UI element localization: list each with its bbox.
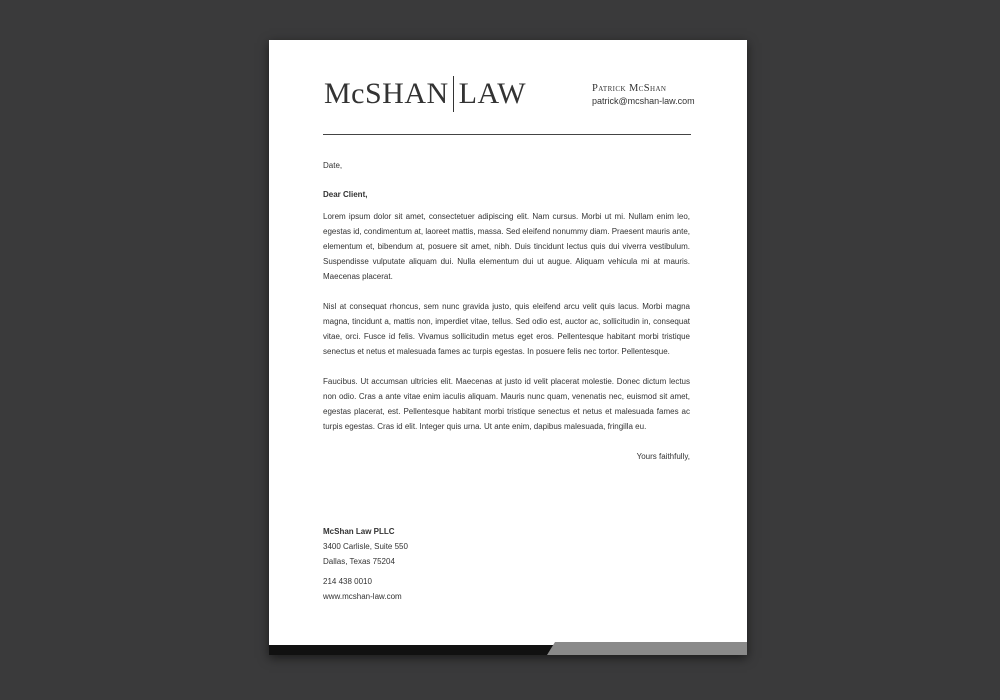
phone-number: 214 438 0010 [323,577,372,586]
header-contact [592,82,695,108]
closing-line: Yours faithfully, [636,452,690,461]
salutation: Dear Client, [323,190,368,199]
website: www.mcshan-law.com [323,592,402,601]
address-line-2: Dallas, Texas 75204 [323,557,395,566]
date-line: Date, [323,161,343,170]
firm-name: McShan Law PLLC [323,527,395,536]
logo-name: McSHAN [324,77,449,110]
logo-divider [453,76,454,112]
bottom-band-grey [547,642,747,655]
paragraph-1: Lorem ipsum dolor sit amet, consectetuer adipiscing elit. Nam cursus. Morbi ut mi. Nullam enim leo, egestas id, condimentum at, laoreet mattis, massa. Sed eleifend nonummy diam. Praesent mauris ante, elementum et, bibendum at, posuere sit amet, nibh. Duis tincidunt lectus quis dui viverra vestibulum. Suspendisse vulputate aliquam dui. Nulla elementum dui ut augue. Aliquam vehicula mi at mauris. Maecenas placerat. [323,212,690,281]
logo-law: LAW [458,77,527,110]
address-line-1: 3400 Carlisle, Suite 550 [323,542,408,551]
letter-body [323,158,690,464]
letterhead-page [269,40,747,655]
contact-email: patrick@mcshan-law.com [592,96,695,106]
firm-address-block [323,524,408,604]
header-rule [323,134,691,135]
mcshan-law-logo [324,76,526,112]
paragraph-2: Nisl at consequat rhoncus, sem nunc gravida justo, quis eleifend arcu velit quis lacus. Morbi magna magna, tincidunt a, mattis non, imperdiet vitae, tellus. Sed odio est, auctor ac, sollicitudin in, consequat vitae, orci. Fusce id felis. Vivamus sollicitudin metus eget eros. Pellentesque habitant morbi tristique senectus et netus et malesuada fames ac turpis egestas. In posuere felis nec tortor. Pellentesque. [323,302,690,356]
paragraph-3: Faucibus. Ut accumsan ultricies elit. Maecenas at justo id velit placerat molestie. Donec dictum lectus non odio. Cras a ante vitae enim iaculis aliquam. Mauris nunc quam, venenatis nec, euismod sit amet, egestas placerat, est. Pellentesque habitant morbi tristique senectus et netus et malesuada fames ac turpis egestas. Cras id elit. Integer quis urna. Ut ante enim, dapibus malesuada, fringilla eu. [323,377,690,431]
contact-name: Patrick McShan [592,83,667,94]
